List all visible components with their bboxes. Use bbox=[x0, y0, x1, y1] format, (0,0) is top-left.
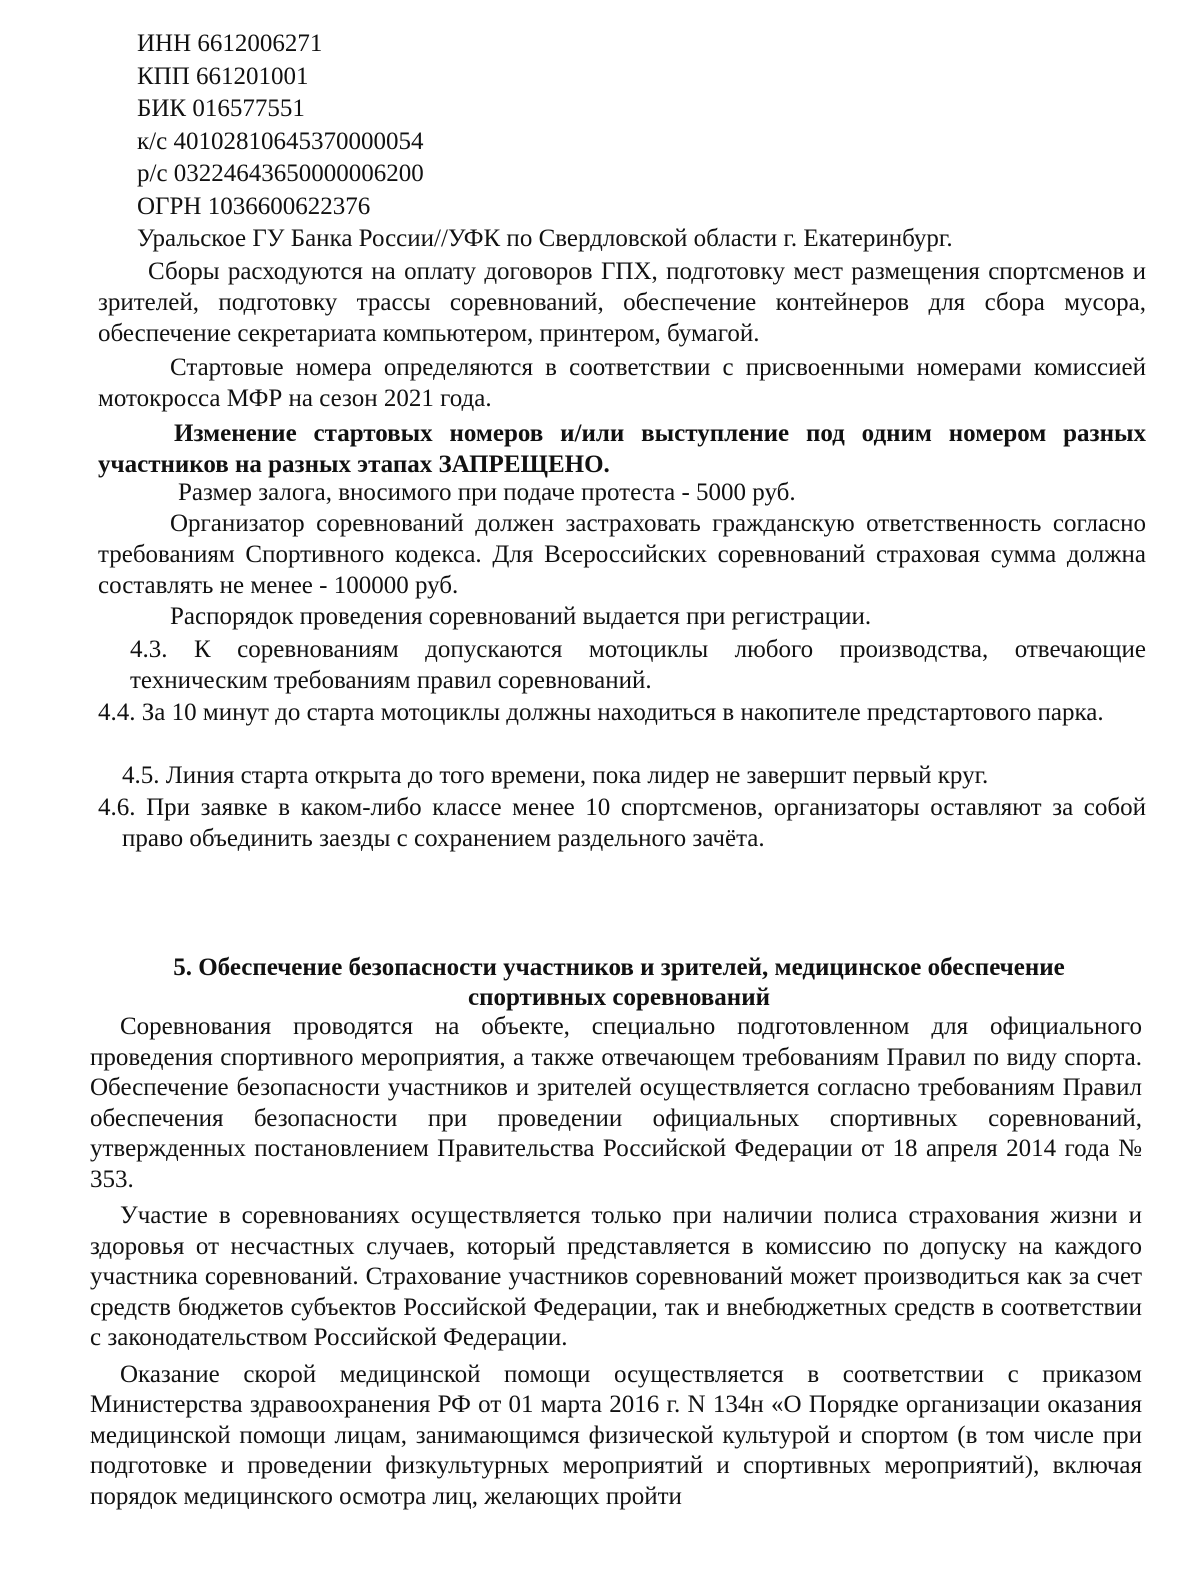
clause-4-4: 4.4. За 10 минут до старта мотоциклы должны находиться в накопителе предстартового парка. bbox=[98, 699, 1104, 726]
requisite-bank-name: Уральское ГУ Банка России//УФК по Свердловской области г. Екатеринбург. bbox=[137, 225, 953, 252]
prohibition-paragraph: Изменение стартовых номеров и/или выступление под одним номером разных участников на разных этапах ЗАПРЕЩЕНО. bbox=[98, 420, 1146, 478]
section-5-title-line2: спортивных соревнований bbox=[467, 984, 771, 1011]
section-5-title-line1: 5. Обеспечение безопасности участников и зрителей, медицинское обеспечение bbox=[173, 954, 1065, 981]
clause-4-6: 4.6. При заявке в каком-либо классе менее 10 спортсменов, организаторы оставляют за собой право объединить заезды с сохранением раздельного зачёта. bbox=[98, 794, 1146, 852]
requisite-kpp: КПП 661201001 bbox=[137, 62, 309, 90]
clause-4-5: 4.5. Линия старта открыта до того времени, пока лидер не завершит первый круг. bbox=[122, 762, 989, 789]
clause-4-3: 4.3. К соревнованиям допускаются мотоциклы любого производства, отвечающие техническим требованиям правил соревнований. bbox=[130, 636, 1146, 694]
fees-paragraph: Сборы расходуются на оплату договоров ГПХ, подготовку мест размещения спортсменов и зрителей, подготовку трассы соревнований, обеспечение контейнеров для сбора мусора, обеспечение секретариата компьютером, принтером, бумагой. bbox=[98, 258, 1146, 347]
requisite-bik: БИК 016577551 bbox=[137, 95, 305, 122]
requisite-inn: ИНН 6612006271 bbox=[137, 30, 323, 57]
deposit-paragraph: Размер залога, вносимого при подаче протеста - 5000 руб. bbox=[178, 479, 796, 506]
requisite-ogrn: ОГРН 1036600622376 bbox=[137, 192, 371, 220]
section-5-paragraph-venue: Соревнования проводятся на объекте, специально подготовленном для официального проведения спортивного мероприятия, а также отвечающем требованиям Правил по виду спорта. Обеспечение безопасности участников и зрителей осуществляется согласно требованиям Правил обеспечения безопасности при проведении официальных спортивных соревнований, утвержденных постановлением Правительства Российской Федерации от 18 апреля 2014 года № 353. bbox=[90, 1013, 1142, 1193]
requisite-correspondent-account: к/с 40102810645370000054 bbox=[137, 127, 424, 155]
insurance-paragraph: Организатор соревнований должен застраховать гражданскую ответственность согласно требованиям Спортивного кодекса. Для Всероссийских соревнований страховая сумма должна составлять не менее - 100000 руб. bbox=[98, 510, 1146, 599]
bank-requisites bbox=[137, 28, 953, 256]
section-5-paragraph-insurance: Участие в соревнованиях осуществляется только при наличии полиса страхования жизни и здоровья от несчастных случаев, который представляется в комиссию по допуску на каждого участника соревнований. Страхование участников соревнований может производиться как за счет средств бюджетов субъектов Российской Федерации, так и внебюджетных средств в соответствии с законодательством Российской Федерации. bbox=[90, 1202, 1142, 1351]
section-5-heading bbox=[92, 953, 1146, 1013]
section-5-body bbox=[90, 1012, 1142, 1518]
requisite-settlement-account: р/с 03224643650000006200 bbox=[137, 160, 424, 187]
schedule-paragraph: Распорядок проведения соревнований выдается при регистрации. bbox=[170, 603, 872, 630]
section-5-paragraph-medical: Оказание скорой медицинской помощи осуществляется в соответствии с приказом Министерства здравоохранения РФ от 01 марта 2016 г. N 134н «О Порядке организации оказания медицинской помощи лицам, занимающимся физической культурой и спортом (в том числе при подготовке и проведении физкультурных мероприятий и спортивных мероприятий), включая порядок медицинского осмотра лиц, желающих пройти bbox=[90, 1360, 1142, 1510]
start-numbers-paragraph: Стартовые номера определяются в соответствии с присвоенными номерами комиссией мотокросса МФР на сезон 2021 года. bbox=[98, 354, 1146, 412]
